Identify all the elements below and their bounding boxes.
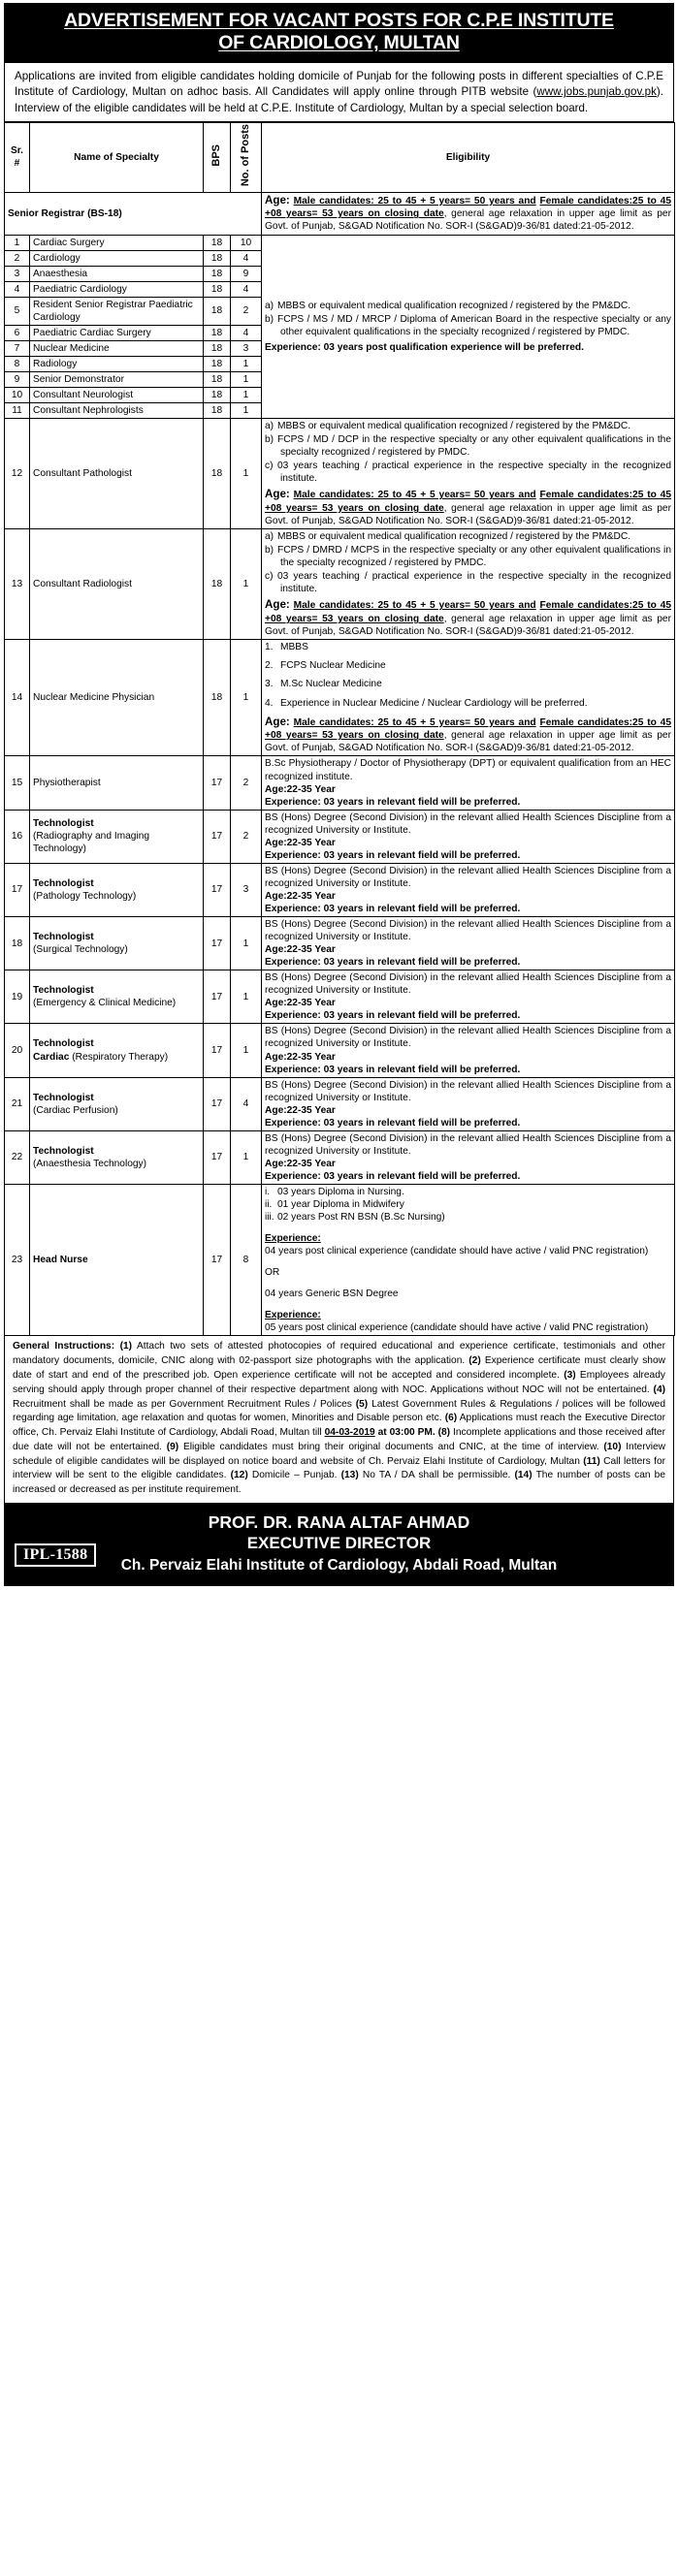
list-item: [265, 544, 671, 569]
list-item: [265, 659, 671, 672]
posts-table: [4, 122, 675, 1336]
cell-bps: 17: [204, 863, 231, 916]
table-body: [5, 192, 675, 1336]
cell-name: Consultant Neurologist: [30, 387, 204, 402]
eligibility-list: [265, 530, 671, 595]
experience-text-2: 05 years post clinical experience (candidate should have active / valid PNC registration): [265, 1322, 649, 1334]
marker-a: a): [265, 421, 274, 432]
cell-name: Resident Senior Registrar Paediatric Cardiology: [30, 297, 204, 325]
list-item: [265, 570, 671, 595]
age-male: Male candidates: 25 to 45 + 5 years= 50 years and: [293, 490, 536, 501]
tech-title: Technologist: [33, 985, 94, 997]
tech-qualification: BS (Hons) Degree (Second Division) in the relevant allied Health Sciences Discipline from a recognized University or Institute.: [265, 919, 671, 943]
cell-sr: 22: [5, 1130, 30, 1184]
cell-name: [30, 863, 204, 916]
age-requirement: Age:22-35 Year: [265, 998, 336, 1009]
list-item: [265, 300, 671, 312]
eligibility-cell-radiologist: [262, 529, 675, 640]
cell-sr: 6: [5, 325, 30, 340]
instr-text-1: Attach two sets of attested photocopies of required educational and experience certificate, testimonials and other mandatory documents, domicile, CNIC along with 02-passport size photographs with the application.: [13, 1341, 665, 1367]
table-row: [5, 419, 675, 529]
nuc-3: M.Sc Nuclear Medicine: [280, 679, 382, 690]
nurse-2: 01 year Diploma in Midwifery: [277, 1199, 404, 1211]
cell-name: [30, 810, 204, 863]
cell-bps: 17: [204, 1130, 231, 1184]
marker-i: i.: [265, 1186, 271, 1197]
instr-num-4: (4): [653, 1383, 665, 1395]
tech-qualification: BS (Hons) Degree (Second Division) in the relevant allied Health Sciences Discipline from a recognized University or Institute.: [265, 865, 671, 889]
tech-sub: (Pathology Technology): [33, 890, 137, 902]
table-row: [5, 1130, 675, 1184]
age-block: [265, 598, 671, 638]
cell-sr: 9: [5, 371, 30, 387]
experience-block-2: [265, 1309, 671, 1334]
cell-bps: 18: [204, 371, 231, 387]
eligibility-cell-physiotherapist: [262, 756, 675, 810]
cell-posts: 3: [231, 863, 262, 916]
list-item: [265, 420, 671, 432]
cell-name: Paediatric Cardiac Surgery: [30, 325, 204, 340]
instr-text-3: Employees already serving should apply through proper channel of their respective department along with NOC. Applications without NOC will not be entertained.: [13, 1369, 665, 1395]
age-female: Female candidates:25 to 45 +08 years= 53 years on closing date: [265, 490, 671, 515]
elig-a: MBBS or equivalent medical qualification recognized / registered by the PM&DC.: [277, 531, 631, 543]
cell-bps: 18: [204, 281, 231, 297]
marker-3: 3.: [265, 679, 274, 690]
cell-name: [30, 1077, 204, 1130]
tech-title: Technologist: [33, 1145, 94, 1157]
degree-alt: 04 years Generic BSN Degree: [265, 1288, 399, 1300]
tech-title: Technologist: [33, 877, 94, 889]
list-item: [265, 697, 671, 710]
cell-sr: 23: [5, 1184, 30, 1335]
cell-posts: 1: [231, 970, 262, 1024]
cell-sr: 8: [5, 356, 30, 371]
cell-sr: 12: [5, 419, 30, 529]
cell-bps: 18: [204, 297, 231, 325]
marker-b: b): [265, 434, 274, 446]
marker-c: c): [265, 461, 274, 472]
cell-posts: 10: [231, 235, 262, 250]
cell-posts: 1: [231, 529, 262, 640]
cell-bps: 18: [204, 419, 231, 529]
cell-posts: 4: [231, 250, 262, 266]
instr-num-8: (8): [437, 1427, 451, 1439]
cell-posts: 4: [231, 1077, 262, 1130]
experience-text-1: 04 years post clinical experience (candidate should have active / valid PNC registration): [265, 1246, 649, 1257]
cell-sr: 4: [5, 281, 30, 297]
cell-posts: 2: [231, 810, 262, 863]
age-rest: , general age relaxation in upper age limit as per Govt. of Punjab, S&GAD Notification No. SOR-I (S&GAD)9-36/81 dated:21-05-2012.: [265, 730, 671, 754]
marker-4: 4.: [265, 697, 274, 709]
table-row: [5, 192, 675, 235]
marker-iii: iii.: [265, 1212, 274, 1224]
table-header: [5, 123, 675, 192]
marker-2: 2.: [265, 660, 274, 672]
elig-c: 03 years teaching / practical experience in the respective specialty in the recognized institute.: [277, 461, 671, 485]
marker-b: b): [265, 313, 274, 325]
experience-label-2: Experience:: [265, 1310, 321, 1321]
experience-note: Experience: 03 years post qualification experience will be preferred.: [265, 341, 584, 353]
age-block: [265, 716, 671, 755]
nuc-2: FCPS Nuclear Medicine: [280, 660, 386, 672]
general-instructions-box: [4, 1336, 674, 1504]
experience-label: Experience:: [265, 1233, 321, 1245]
age-label: Age:: [265, 598, 290, 612]
list-item: [265, 313, 671, 338]
instr-num-11: (11): [583, 1455, 600, 1467]
age-requirement: Age:22-35 Year: [265, 783, 336, 795]
eligibility-cell-technologist: [262, 970, 675, 1024]
tech-title: Technologist: [33, 1038, 94, 1050]
cell-sr: 16: [5, 810, 30, 863]
tech-title: Technologist: [33, 818, 94, 830]
age-label: Age:: [265, 488, 290, 501]
cell-name: [30, 917, 204, 970]
experience-block-1: [265, 1232, 671, 1257]
eligibility-cell-senior-registrar: [262, 235, 675, 419]
cell-posts: 4: [231, 281, 262, 297]
table-row: [5, 1077, 675, 1130]
table-row: [5, 640, 675, 756]
elig-a: MBBS or equivalent medical qualification recognized / registered by the PM&DC.: [277, 300, 631, 311]
instr-text-10: Interview schedule of eligible candidates will be displayed on notice board and website of Ch. Pervaiz Elahi Institute of Cardiology, Multan: [13, 1441, 665, 1467]
cell-posts: 1: [231, 1130, 262, 1184]
cell-bps: 17: [204, 917, 231, 970]
age-rest: , general age relaxation in upper age limit as per Govt. of Punjab, S&GAD Notification No. SOR-I (S&GAD)9-36/81 dated:21-05-2012.: [265, 614, 671, 638]
list-item: [265, 1198, 671, 1211]
column-header-bps: BPS: [204, 123, 231, 192]
cell-sr: 5: [5, 297, 30, 325]
elig-b: FCPS / MD / DCP in the respective specialty or any other equivalent qualifications in the specialty recognized / registered by PMDC.: [277, 434, 671, 459]
eligibility-cell-technologist: [262, 1024, 675, 1077]
marker-c: c): [265, 571, 274, 583]
cell-posts: 1: [231, 387, 262, 402]
table-row: [5, 1184, 675, 1335]
pitb-website-link[interactable]: www.jobs.punjab.gov.pk: [536, 85, 657, 99]
table-row: [5, 235, 675, 250]
cell-name: Consultant Nephrologists: [30, 403, 204, 419]
eligibility-list: [265, 300, 671, 338]
instr-num-9: (9): [166, 1441, 179, 1452]
eligibility-list: [265, 641, 671, 709]
banner-line-1: ADVERTISEMENT FOR VACANT POSTS FOR C.P.E INSTITUTE: [64, 10, 614, 31]
eligibility-cell-technologist: [262, 1130, 675, 1184]
intro-box: [4, 63, 674, 122]
experience-requirement: Experience: 03 years in relevant field will be preferred.: [265, 796, 521, 808]
instr-text-6b: at: [374, 1427, 390, 1439]
cell-posts: 1: [231, 1024, 262, 1077]
header-banner: [4, 3, 674, 63]
age-male: Male candidates: 25 to 45 + 5 years= 50 years and: [293, 716, 536, 728]
experience-requirement: Experience: 03 years in relevant field will be preferred.: [265, 957, 521, 969]
column-header-sr: [5, 123, 30, 192]
cell-bps: 18: [204, 356, 231, 371]
age-female: Female candidates:25 to 45 +08 years= 53 years on closing date: [265, 195, 671, 220]
instr-num-13: (13): [340, 1470, 359, 1481]
elig-a: MBBS or equivalent medical qualification recognized / registered by the PM&DC.: [277, 421, 631, 432]
elig-b: FCPS / DMRD / MCPS in the respective specialty or any other equivalent qualifications in the specialty recognized / registered by PMDC.: [277, 545, 671, 569]
marker-a: a): [265, 300, 274, 311]
cell-name: Cardiology: [30, 250, 204, 266]
cell-posts: 4: [231, 325, 262, 340]
marker-b: b): [265, 545, 274, 557]
cell-bps: 17: [204, 756, 231, 810]
instr-num-3: (3): [564, 1369, 576, 1381]
cell-posts: 1: [231, 640, 262, 756]
cell-posts: 3: [231, 340, 262, 356]
cell-name: [30, 1130, 204, 1184]
cell-posts: 1: [231, 356, 262, 371]
cell-bps: 17: [204, 810, 231, 863]
nuc-1: MBBS: [280, 642, 308, 653]
eligibility-cell-pathologist: [262, 419, 675, 529]
cell-name: Consultant Pathologist: [30, 419, 204, 529]
cell-bps: 18: [204, 529, 231, 640]
cell-posts: 2: [231, 756, 262, 810]
cell-posts: 1: [231, 917, 262, 970]
intro-part-2: ). Interview of the eligible candidates will be held at C.P.E. Institute of Cardiology, Multan by a special selection board.: [15, 85, 663, 114]
cell-bps: 18: [204, 266, 231, 281]
cell-bps: 17: [204, 970, 231, 1024]
cell-sr: 17: [5, 863, 30, 916]
ipl-reference-code: IPL-1588: [15, 1543, 96, 1567]
cell-name: Radiology: [30, 356, 204, 371]
cell-bps: 18: [204, 325, 231, 340]
eligibility-cell-technologist: [262, 863, 675, 916]
age-requirement: Age:22-35 Year: [265, 837, 336, 848]
nuc-4: Experience in Nuclear Medicine / Nuclear Cardiology will be preferred.: [280, 697, 588, 709]
nurse-3: 02 years Post RN BSN (B.Sc Nursing): [277, 1212, 445, 1224]
list-item: [265, 433, 671, 459]
cell-name: [30, 970, 204, 1024]
cell-sr: 14: [5, 640, 30, 756]
cell-name: Anaesthesia: [30, 266, 204, 281]
instr-text-5: Latest Government Rules & Regulations / polices will be followed regarding age limitation, age relaxation and quotas for women, Minorities and Disable person etc.: [13, 1398, 666, 1424]
eligibility-cell-technologist: [262, 810, 675, 863]
instr-text-2: Experience certificate must clearly show date of start and end of the prescribed job. Open experience certificate will not be accepted and considered incomplete.: [13, 1355, 665, 1381]
nurse-1: 03 years Diploma in Nursing.: [277, 1186, 404, 1197]
table-row: [5, 970, 675, 1024]
age-requirement: Age:22-35 Year: [265, 944, 336, 956]
cell-name: Nuclear Medicine: [30, 340, 204, 356]
tech-sub: (Respiratory Therapy): [72, 1051, 169, 1063]
instr-num-10: (10): [603, 1441, 622, 1452]
cell-sr: 2: [5, 250, 30, 266]
cell-name: Physiotherapist: [30, 756, 204, 810]
cell-name: Consultant Radiologist: [30, 529, 204, 640]
intro-part-1: Applications are invited from eligible candidates holding domicile of Punjab for the following posts in different specialties of C.P.E Institute of Cardiology, Multan on adhoc basis. All Candidates will apply online through PITB website (: [15, 70, 663, 99]
list-item: [265, 1186, 671, 1198]
instr-text-8: Incomplete applications and those received after due date will not be entertained.: [13, 1427, 665, 1452]
cell-bps: 18: [204, 403, 231, 419]
cell-posts: 1: [231, 419, 262, 529]
table-row: [5, 810, 675, 863]
cell-sr: 1: [5, 235, 30, 250]
instr-num-1: (1): [119, 1341, 133, 1352]
instr-text-6: Applications must reach the Executive Director office, Ch. Pervaiz Elahi Institute of Cardiology, Abdali Road, Multan till: [13, 1413, 665, 1439]
cell-bps: 18: [204, 640, 231, 756]
cell-sr: 10: [5, 387, 30, 402]
instr-text-12: Domicile – Punjab.: [247, 1470, 341, 1481]
cell-name: Paediatric Cardiology: [30, 281, 204, 297]
list-item: [265, 678, 671, 690]
age-label: Age:: [265, 193, 290, 207]
eligibility-cell-age-sr: [262, 192, 675, 235]
sr-label-line2: #: [14, 158, 20, 170]
age-requirement: Age:22-35 Year: [265, 890, 336, 902]
age-female: Female candidates:25 to 45 +08 years= 53 years on closing date: [265, 716, 671, 742]
age-requirement: Age:22-35 Year: [265, 1158, 336, 1169]
table-row: [5, 863, 675, 916]
general-instructions-text: [13, 1340, 665, 1498]
column-header-eligibility: Eligibility: [262, 123, 675, 192]
eligibility-cell-technologist: [262, 1077, 675, 1130]
experience-requirement: Experience: 03 years in relevant field will be preferred.: [265, 1010, 521, 1022]
tech-title: Technologist: [33, 932, 94, 943]
eligibility-list: [265, 1186, 671, 1224]
column-header-specialty: Name of Specialty: [30, 123, 204, 192]
deadline-time: 03:00 PM.: [389, 1427, 436, 1439]
table-header-row: [5, 123, 675, 192]
cell-bps: 18: [204, 387, 231, 402]
cell-bps: 17: [204, 1184, 231, 1335]
instr-text-9: Eligible candidates must bring their original documents and CNIC, at the time of interview.: [178, 1441, 604, 1452]
institute-address: Ch. Pervaiz Elahi Institute of Cardiology, Abdali Road, Multan: [120, 1556, 558, 1574]
instr-text-14: The number of posts can be increased or decreased as per institute requirement.: [13, 1470, 666, 1496]
cell-posts: 8: [231, 1184, 262, 1335]
table-row: [5, 917, 675, 970]
list-item: [265, 641, 671, 653]
tech-sub: (Cardiac Perfusion): [33, 1104, 118, 1116]
experience-requirement: Experience: 03 years in relevant field will be preferred.: [265, 1064, 521, 1075]
tech-qualification: BS (Hons) Degree (Second Division) in the relevant allied Health Sciences Discipline from a recognized University or Institute.: [265, 1026, 671, 1050]
cell-bps: 17: [204, 1077, 231, 1130]
instr-text-4: Recruitment shall be made as per Government Recruitment Rules / Polices: [13, 1398, 356, 1410]
age-male: Male candidates: 25 to 45 + 5 years= 50 years and: [293, 600, 536, 612]
age-rest: , general age relaxation in upper age limit as per Govt. of Punjab, S&GAD Notification No. SOR-I (S&GAD)9-36/81 dated:21-05-2012.: [265, 208, 671, 233]
experience-requirement: Experience: 03 years in relevant field will be preferred.: [265, 1170, 521, 1182]
table-row: [5, 1024, 675, 1077]
cell-bps: 18: [204, 235, 231, 250]
eligibility-cell-nuclear-medicine: [262, 640, 675, 756]
cell-sr: 15: [5, 756, 30, 810]
eligibility-list: [265, 420, 671, 485]
footer-banner: [4, 1504, 674, 1586]
banner-line-2: OF CARDIOLOGY, MULTAN: [218, 32, 460, 53]
experience-requirement: Experience: 03 years in relevant field will be preferred.: [265, 904, 521, 914]
experience-requirement: Experience: 03 years in relevant field will be preferred.: [265, 849, 521, 861]
column-header-posts: No. of Posts: [231, 123, 262, 192]
list-item: [265, 460, 671, 485]
cell-name: Senior Demonstrator: [30, 371, 204, 387]
cell-bps: 18: [204, 340, 231, 356]
list-item: [265, 1211, 671, 1224]
eligibility-cell-technologist: [262, 917, 675, 970]
tech-qualification: BS (Hons) Degree (Second Division) in the relevant allied Health Sciences Discipline from a recognized University or Institute.: [265, 972, 671, 997]
instr-text-13: No TA / DA shall be permissible.: [358, 1470, 515, 1481]
marker-1: 1.: [265, 642, 274, 653]
age-rest: , general age relaxation in upper age limit as per Govt. of Punjab, S&GAD Notification No. SOR-I (S&GAD)9-36/81 dated:21-05-2012.: [265, 503, 671, 527]
cell-sr: 3: [5, 266, 30, 281]
instr-num-2: (2): [468, 1355, 481, 1367]
instr-text-11: Call letters for interview will be sent to the eligible candidates.: [13, 1455, 666, 1481]
tech-qualification: BS (Hons) Degree (Second Division) in the relevant allied Health Sciences Discipline from a recognized University or Institute.: [265, 1132, 671, 1157]
instr-num-12: (12): [230, 1470, 248, 1481]
tech-sub: (Anaesthesia Technology): [33, 1158, 147, 1169]
cell-sr: 13: [5, 529, 30, 640]
cell-name: [30, 1024, 204, 1077]
age-requirement: Age:22-35 Year: [265, 1051, 336, 1063]
instr-num-14: (14): [514, 1470, 533, 1481]
elig-b: FCPS / MS / MD / MRCP / Diploma of American Board in the respective specialty or any other equivalent qualifications in the specialty recognized / registered by PMDC.: [277, 313, 671, 337]
tech-title: Technologist: [33, 1092, 94, 1103]
cell-sr: 20: [5, 1024, 30, 1077]
marker-ii: ii.: [265, 1199, 273, 1211]
age-label: Age:: [265, 715, 290, 728]
age-block: [265, 488, 671, 527]
table-row: [5, 529, 675, 640]
tech-sub: (Radiography and Imaging Technology): [33, 831, 150, 855]
instructions-label: General Instructions:: [13, 1341, 115, 1352]
tech-qualification: BS (Hons) Degree (Second Division) in the relevant allied Health Sciences Discipline from a recognized University or Institute.: [265, 1079, 671, 1103]
cell-sr: 7: [5, 340, 30, 356]
tech-qualification: BS (Hons) Degree (Second Division) in the relevant allied Health Sciences Discipline from a recognized University or Institute.: [265, 811, 671, 836]
group-title-senior-registrar: Senior Registrar (BS-18): [5, 192, 262, 235]
instr-num-6: (6): [444, 1413, 458, 1424]
cell-sr: 19: [5, 970, 30, 1024]
age-requirement: Age:22-35 Year: [265, 1104, 336, 1116]
age-female: Female candidates:25 to 45 +08 years= 53 years on closing date: [265, 600, 671, 625]
list-item: [265, 530, 671, 543]
cell-sr: 18: [5, 917, 30, 970]
cell-name: Head Nurse: [30, 1184, 204, 1335]
cell-posts: 9: [231, 266, 262, 281]
elig-c: 03 years teaching / practical experience in the respective specialty in the recognized institute.: [277, 571, 671, 595]
tech-sub2: Cardiac: [33, 1051, 70, 1063]
deadline-date: 04-03-2019: [324, 1427, 375, 1439]
cell-name: Cardiac Surgery: [30, 235, 204, 250]
cell-name: Nuclear Medicine Physician: [30, 640, 204, 756]
table-row: [5, 756, 675, 810]
cell-posts: 2: [231, 297, 262, 325]
director-title: EXECUTIVE DIRECTOR: [246, 1534, 432, 1553]
cell-sr: 21: [5, 1077, 30, 1130]
cell-bps: 18: [204, 250, 231, 266]
sr-label-line1: Sr.: [10, 145, 24, 157]
cell-posts: 1: [231, 371, 262, 387]
physio-qualification: B.Sc Physiotherapy / Doctor of Physiotherapy (DPT) or equivalent qualification from an HEC recognized institute.: [265, 758, 671, 782]
or-divider: OR: [265, 1267, 280, 1279]
instr-num-5: (5): [355, 1398, 369, 1410]
experience-requirement: Experience: 03 years in relevant field will be preferred.: [265, 1117, 521, 1129]
cell-bps: 17: [204, 1024, 231, 1077]
eligibility-cell-head-nurse: [262, 1184, 675, 1335]
age-male: Male candidates: 25 to 45 + 5 years= 50 years and: [293, 195, 536, 207]
intro-paragraph: [15, 69, 663, 116]
tech-sub: (Surgical Technology): [33, 944, 128, 956]
director-name: PROF. DR. RANA ALTAF AHMAD: [208, 1512, 470, 1532]
tech-sub: (Emergency & Clinical Medicine): [33, 998, 177, 1009]
cell-sr: 11: [5, 403, 30, 419]
marker-a: a): [265, 531, 274, 543]
cell-posts: 1: [231, 403, 262, 419]
